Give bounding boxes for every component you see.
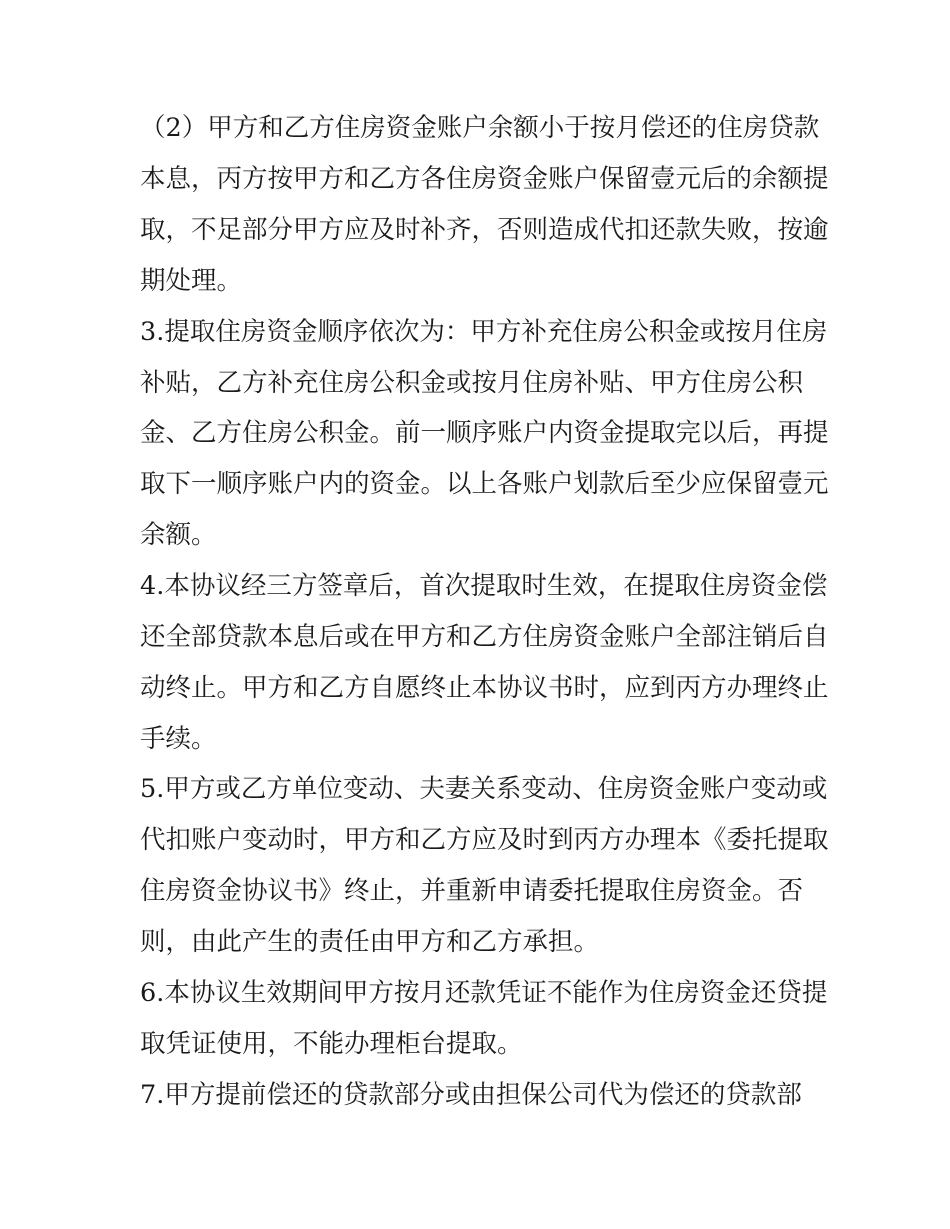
text-line: 7.甲方提前偿还的贷款部分或由担保公司代为偿还的贷款部: [140, 1080, 802, 1110]
text-line: 手续。: [140, 724, 217, 754]
text-line: 还全部贷款本息后或在甲方和乙方住房资金账户全部注销后自: [140, 622, 829, 652]
text-line: 动终止。甲方和乙方自愿终止本协议书时，应到丙方办理终止: [140, 673, 829, 703]
text-line: 补贴，乙方补充住房公积金或按月住房补贴、甲方住房公积: [140, 368, 804, 398]
text-line: 代扣账户变动时，甲方和乙方应及时到丙方办理本《委托提取: [140, 825, 829, 855]
text-line: 取，不足部分甲方应及时补齐，否则造成代扣还款失败，按逾: [140, 215, 829, 245]
text-line: 3.提取住房资金顺序依次为：甲方补充住房公积金或按月住房: [140, 317, 828, 347]
text-line: （2）甲方和乙方住房资金账户余额小于按月偿还的住房贷款: [140, 113, 820, 143]
text-line: 则，由此产生的责任由甲方和乙方承担。: [140, 927, 600, 957]
text-line: 取凭证使用，不能办理柜台提取。: [140, 1029, 523, 1059]
text-line: 本息，丙方按甲方和乙方各住房资金账户保留壹元后的余额提: [140, 164, 829, 194]
text-line: 6.本协议生效期间甲方按月还款凭证不能作为住房资金还贷提: [140, 978, 828, 1008]
text-line: 取下一顺序账户内的资金。以上各账户划款后至少应保留壹元: [140, 469, 829, 499]
text-line: 4.本协议经三方签章后，首次提取时生效，在提取住房资金偿: [140, 571, 828, 601]
text-line: 期处理。: [140, 266, 243, 296]
text-line: 住房资金协议书》终止，并重新申请委托提取住房资金。否: [140, 876, 804, 906]
text-line: 金、乙方住房公积金。前一顺序账户内资金提取完以后，再提: [140, 418, 829, 448]
text-line: 5.甲方或乙方单位变动、夫妻关系变动、住房资金账户变动或: [140, 774, 828, 804]
text-line: 余额。: [140, 520, 217, 550]
